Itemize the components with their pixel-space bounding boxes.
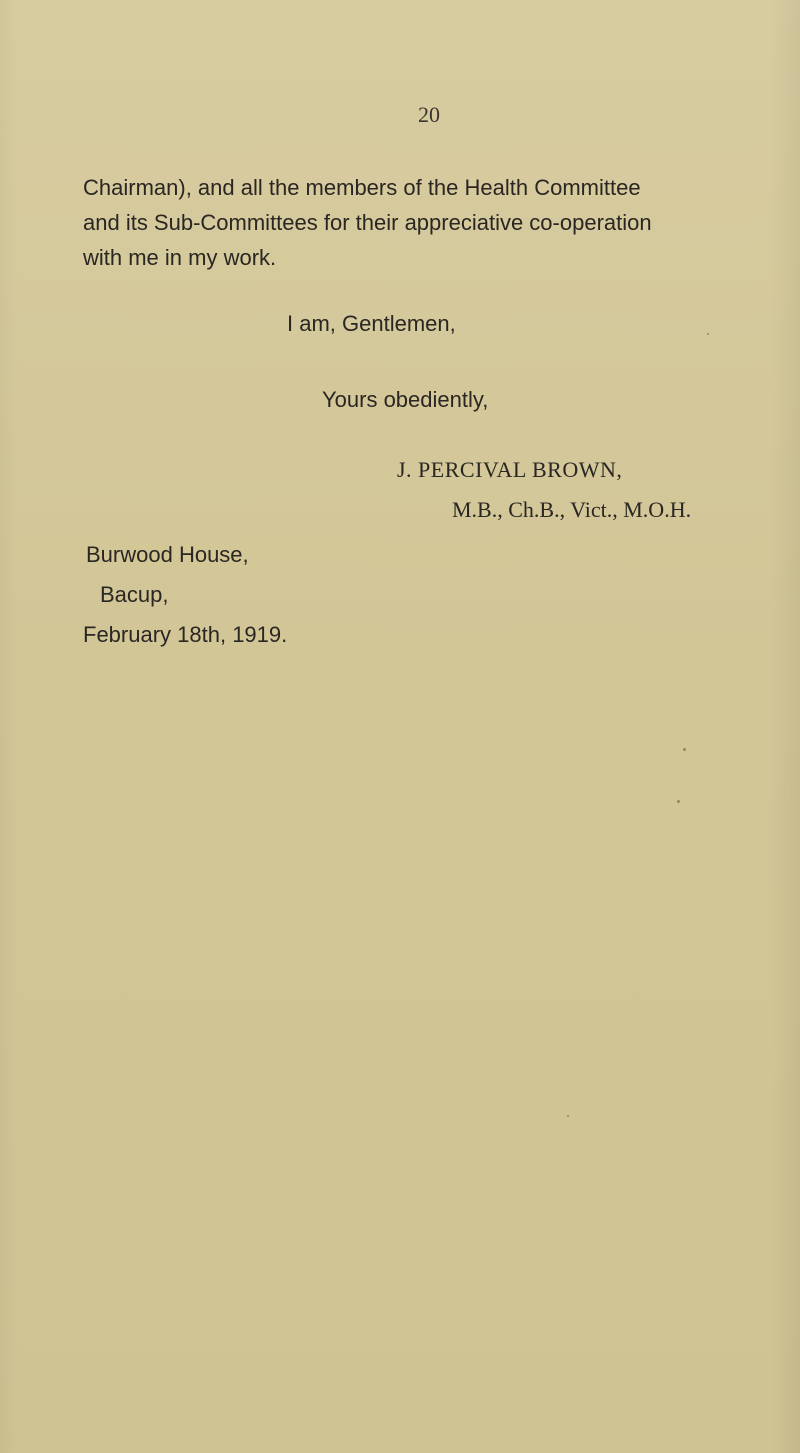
address-date: February 18th, 1919. (83, 622, 288, 647)
body-line-3: with me in my work. (83, 245, 277, 270)
body-line-2: and its Sub-Committees for their appreciative co-operation (83, 210, 652, 235)
valediction: Yours obediently, (322, 387, 489, 412)
paper-speck (707, 333, 709, 335)
paper-speck (567, 1115, 569, 1117)
signature-name: J. PERCIVAL BROWN, (397, 457, 623, 482)
paper-speck (677, 800, 680, 803)
signature-qualifications: M.B., Ch.B., Vict., M.O.H. (452, 497, 692, 522)
closing-salutation: I am, Gentlemen, (287, 311, 456, 336)
body-paragraph (83, 170, 793, 275)
body-line-1: Chairman), and all the members of the Health Committee (83, 175, 641, 200)
sender-address (83, 535, 288, 655)
address-town: Bacup, (100, 582, 169, 607)
address-house: Burwood House, (86, 542, 249, 567)
paper-speck (683, 748, 686, 751)
page-number: 20 (418, 102, 440, 127)
